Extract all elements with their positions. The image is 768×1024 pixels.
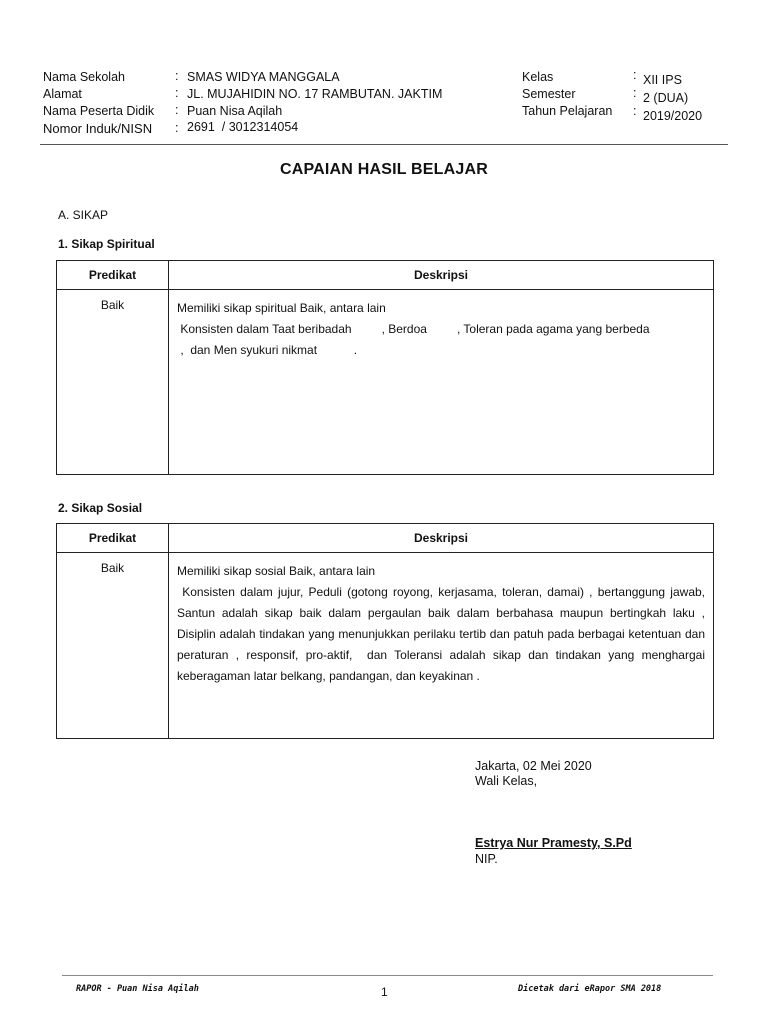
footer-right: Dicetak dari eRapor SMA 2018 <box>518 984 662 994</box>
label-alamat: Alamat <box>43 87 82 101</box>
colon: : <box>633 68 637 82</box>
col-predikat: Predikat <box>57 261 169 290</box>
deskripsi-paragraph: Konsisten dalam jujur, Peduli (gotong royong, kerjasama, toleran, damai) , bertanggung jawab, Santun adalah sikap baik dalam pergaulan baik dalam berbahasa maupun bertingkah laku , Disiplin adalah tindakan yang menunjukkan perilaku tertib dan patuh pada berbagai ketentuan dan peraturan , responsif, pro-aktif, dan Toleransi adalah sikap dan tindakan yang menghargai keberagaman latar belkang, pandangan, dan keyakinan . <box>177 585 709 683</box>
deskripsi-line: , dan Men syukuri nikmat . <box>177 343 358 357</box>
value-tahun-pelajaran: 2019/2020 <box>643 109 703 123</box>
col-deskripsi: Deskripsi <box>169 261 714 290</box>
nip-label: NIP. <box>475 852 498 866</box>
predikat-value: Baik <box>57 553 169 739</box>
value-alamat: JL. MUJAHIDIN NO. 17 RAMBUTAN. JAKTIM <box>187 87 443 101</box>
value-nomor-induk: 2691 / 3012314054 <box>187 120 299 134</box>
sosial-heading: 2. Sikap Sosial <box>58 501 143 515</box>
deskripsi-line: Memiliki sikap spiritual Baik, antara lain <box>177 301 386 315</box>
colon: : <box>633 86 637 100</box>
signature-role: Wali Kelas, <box>475 774 538 788</box>
page-title: CAPAIAN HASIL BELAJAR <box>279 161 489 178</box>
footer-divider <box>62 975 713 976</box>
sosial-table <box>56 523 714 739</box>
footer-left: RAPOR - Puan Nisa Aqilah <box>76 984 199 994</box>
colon: : <box>633 104 637 118</box>
colon: : <box>175 69 179 83</box>
section-a-heading: A. SIKAP <box>58 208 109 222</box>
label-tahun-pelajaran: Tahun Pelajaran <box>522 104 613 118</box>
label-semester: Semester <box>522 87 576 101</box>
value-semester: 2 (DUA) <box>643 91 689 105</box>
col-predikat: Predikat <box>57 524 169 553</box>
header-divider <box>40 144 728 145</box>
deskripsi-cell <box>169 290 714 475</box>
teacher-name: Estrya Nur Pramesty, S.Pd <box>475 836 632 850</box>
label-kelas: Kelas <box>522 70 554 84</box>
place-date: Jakarta, 02 Mei 2020 <box>475 759 592 773</box>
predikat-value: Baik <box>57 290 169 475</box>
deskripsi-cell <box>169 553 714 739</box>
deskripsi-line: Memiliki sikap sosial Baik, antara lain <box>177 564 376 578</box>
colon: : <box>175 86 179 100</box>
spiritual-table <box>56 260 714 475</box>
deskripsi-line: Konsisten dalam Taat beribadah , Berdoa , Toleran pada agama yang berbeda <box>177 322 650 336</box>
spiritual-heading: 1. Sikap Spiritual <box>58 237 155 251</box>
colon: : <box>175 121 179 135</box>
label-nomor-induk: Nomor Induk/NISN <box>43 121 153 136</box>
colon: : <box>175 103 179 117</box>
page-number: 1 <box>381 985 388 999</box>
label-nama-peserta: Nama Peserta Didik <box>43 104 155 118</box>
value-nama-sekolah: SMAS WIDYA MANGGALA <box>187 70 340 84</box>
value-nama-peserta: Puan Nisa Aqilah <box>187 104 283 118</box>
col-deskripsi: Deskripsi <box>169 524 714 553</box>
label-nama-sekolah: Nama Sekolah <box>43 70 125 84</box>
value-kelas: XII IPS <box>643 73 682 87</box>
